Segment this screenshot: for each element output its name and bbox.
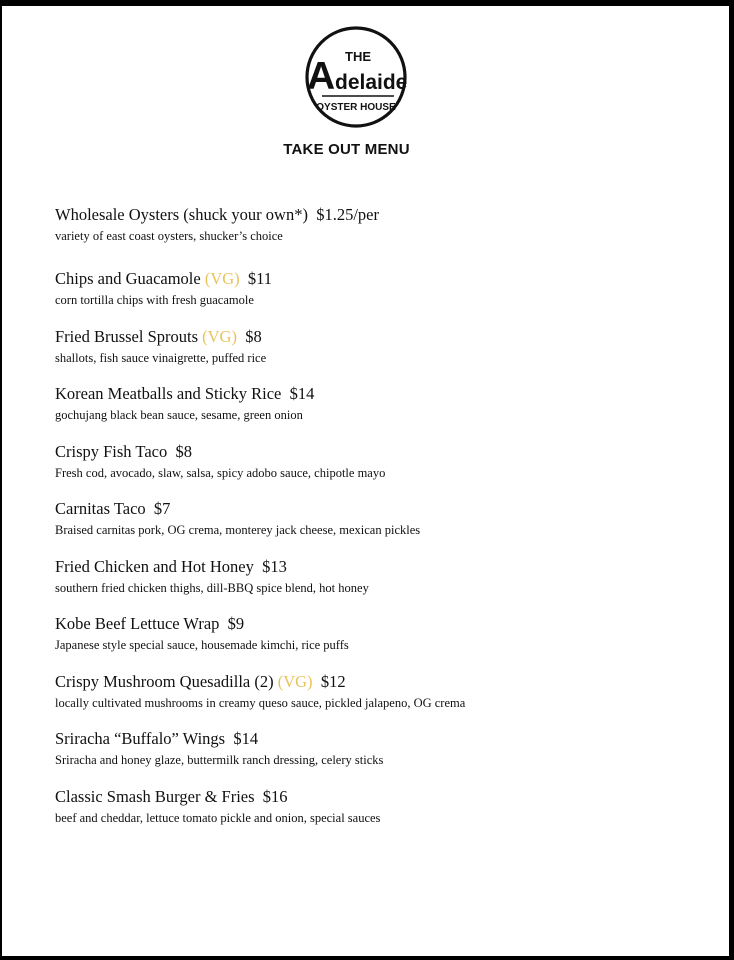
item-price: $1.25/per xyxy=(316,205,379,224)
item-description: shallots, fish sauce vinaigrette, puffed rice xyxy=(55,350,267,365)
menu-item xyxy=(55,729,715,787)
item-description: locally cultivated mushrooms in creamy queso sauce, pickled jalapeno, OG crema xyxy=(55,695,466,710)
menu-item-title xyxy=(55,614,715,634)
item-price: $7 xyxy=(153,499,171,518)
vegetarian-tag: (VG) xyxy=(202,326,237,346)
menu-item-title xyxy=(55,205,715,225)
item-name: Kobe Beef Lettuce Wrap xyxy=(55,614,220,633)
menu-item xyxy=(55,614,715,672)
item-description: southern fried chicken thighs, dill-BBQ spice blend, hot honey xyxy=(55,580,369,595)
svg-text:THE: THE xyxy=(345,49,371,64)
item-name: Carnitas Taco xyxy=(55,499,146,518)
item-name: Korean Meatballs and Sticky Rice xyxy=(55,384,282,403)
svg-text:A: A xyxy=(307,55,336,98)
menu-item-title xyxy=(55,442,715,462)
menu-item xyxy=(55,499,715,557)
item-name: Fried Chicken and Hot Honey xyxy=(55,556,254,576)
menu-page xyxy=(2,6,729,956)
item-price: $14 xyxy=(233,729,259,748)
item-name: Crispy Mushroom Quesadilla (2) xyxy=(55,671,274,691)
adelaide-logo xyxy=(304,25,408,129)
item-name: Chips and Guacamole xyxy=(55,269,201,288)
take-out-menu-heading: TAKE OUT MENU xyxy=(283,141,410,158)
item-description: Braised carnitas pork, OG crema, monterey jack cheese, mexican pickles xyxy=(55,523,421,537)
item-name: Fried Brussel Sprouts xyxy=(55,326,199,346)
menu-item-title xyxy=(55,672,715,692)
menu-item-title xyxy=(55,384,715,404)
menu-item xyxy=(55,205,715,269)
menu-item-title xyxy=(55,729,715,749)
item-price: $9 xyxy=(227,614,245,633)
item-price: $8 xyxy=(245,326,262,346)
menu-item xyxy=(55,269,715,327)
menu-item xyxy=(55,327,715,385)
menu-item-title xyxy=(55,499,715,519)
vegetarian-tag: (VG) xyxy=(277,671,313,691)
item-name: Sriracha “Buffalo” Wings xyxy=(55,729,226,748)
item-description: Sriracha and honey glaze, buttermilk ranch dressing, celery sticks xyxy=(55,753,384,767)
item-price: $11 xyxy=(247,269,273,288)
menu-item xyxy=(55,557,715,615)
menu-item xyxy=(55,787,715,845)
item-price: $14 xyxy=(289,384,315,403)
item-price: $16 xyxy=(262,786,288,806)
menu-item-title xyxy=(55,557,715,577)
menu-list xyxy=(55,205,715,844)
item-description: corn tortilla chips with fresh guacamole xyxy=(55,293,254,307)
item-description: beef and cheddar, lettuce tomato pickle and onion, special sauces xyxy=(55,810,381,825)
item-description: variety of east coast oysters, shucker’s choice xyxy=(55,229,283,243)
item-name: Wholesale Oysters (shuck your own*) xyxy=(55,205,308,224)
item-name: Crispy Fish Taco xyxy=(55,441,168,461)
menu-item-title xyxy=(55,327,715,347)
item-description: gochujang black bean sauce, sesame, green onion xyxy=(55,408,303,422)
item-description: Fresh cod, avocado, slaw, salsa, spicy adobo sauce, chipotle mayo xyxy=(55,465,386,480)
item-price: $8 xyxy=(175,441,192,461)
vegetarian-tag: (VG) xyxy=(204,269,240,288)
menu-item xyxy=(55,384,715,442)
item-price: $13 xyxy=(262,556,287,576)
menu-item-title xyxy=(55,787,715,807)
menu-item xyxy=(55,442,715,500)
item-description: Japanese style special sauce, housemade kimchi, rice puffs xyxy=(55,638,349,652)
svg-text:delaide: delaide xyxy=(335,71,408,94)
menu-item-title xyxy=(55,269,715,289)
item-price: $12 xyxy=(320,671,346,691)
svg-text:OYSTER HOUSE: OYSTER HOUSE xyxy=(316,102,396,113)
menu-item xyxy=(55,672,715,730)
item-name: Classic Smash Burger & Fries xyxy=(55,786,255,806)
